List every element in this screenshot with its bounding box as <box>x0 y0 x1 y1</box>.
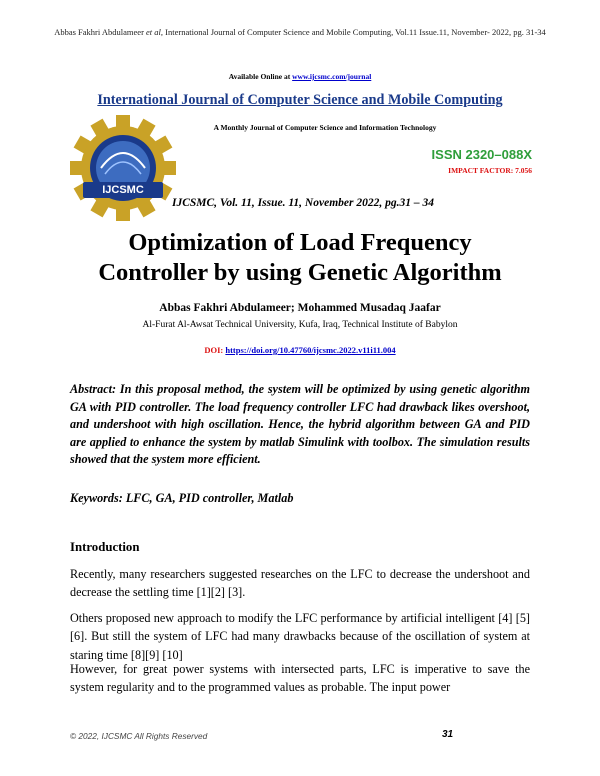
abstract: Abstract: In this proposal method, the system will be optimized by using genetic algorithm GA with PID controller. The load frequency controller LFC had drawback likes overshoot, and undershoot with high oscillation. Hence, the hybrid algorithm between GA and PID are applied to enhance the system by matlab Simulink with toolbox. The simulation results showed that the system more efficient. <box>70 382 530 467</box>
logo-text: IJCSMC <box>102 184 144 196</box>
title-line-1: Optimization of Load Frequency <box>128 229 472 256</box>
affiliation: Al-Furat Al-Awsat Technical University, Kufa, Iraq, Technical Institute of Babylon <box>142 320 458 330</box>
header-citation: , International Journal of Computer Science and Mobile Computing, Vol.11 Issue.11, November- 2022, pg. 31-34 <box>160 27 546 37</box>
journal-subtitle: A Monthly Journal of Computer Science and Information Technology <box>213 123 437 132</box>
journal-title[interactable]: International Journal of Computer Science and Mobile Computing <box>97 92 503 108</box>
header-etal: et al <box>146 27 161 37</box>
paragraph: However, for great power systems with intersected parts, LFC is imperative to save the system regularity and to the programmed values as probable. The input power <box>70 662 530 695</box>
doi-link[interactable]: https://doi.org/10.47760/ijcsmc.2022.v11i11.004 <box>225 345 396 355</box>
doi-line <box>0 345 600 355</box>
journal-url-link[interactable]: www.ijcsmc.com/journal <box>292 72 372 81</box>
paragraph: Others proposed new approach to modify the LFC performance by artificial intelligent [4] [5] [6]. But still the system of LFC had many drawbacks because of the oscillation of system at staring time [8][9] [10] <box>70 611 530 662</box>
gear-logo-icon <box>68 113 178 223</box>
paragraph: Recently, many researchers suggested researches on the LFC to decrease the undershoot and decrease the settling time [1][2] [3]. <box>70 567 530 600</box>
citation-line: IJCSMC, Vol. 11, Issue. 11, November 2022, pg.31 – 34 <box>172 197 434 209</box>
footer-copyright: © 2022, IJCSMC All Rights Reserved <box>70 731 208 741</box>
paper-title <box>0 228 600 288</box>
available-online <box>0 72 600 81</box>
running-header <box>0 27 600 37</box>
online-label: Available Online at <box>228 72 291 81</box>
authors: Abbas Fakhri Abdulameer; Mohammed Musadaq Jaafar <box>159 302 441 314</box>
ijcsmc-logo <box>68 113 178 223</box>
doi-label: DOI: <box>204 345 224 355</box>
header-authors: Abbas Fakhri Abdulameer <box>54 27 144 37</box>
section-heading-introduction: Introduction <box>70 540 140 554</box>
keywords: Keywords: LFC, GA, PID controller, Matlab <box>70 491 294 505</box>
issn: ISSN 2320–088X <box>431 147 532 162</box>
page-number: 31 <box>442 729 454 740</box>
title-line-2: Controller by using Genetic Algorithm <box>98 259 502 286</box>
impact-factor: IMPACT FACTOR: 7.056 <box>448 166 532 175</box>
